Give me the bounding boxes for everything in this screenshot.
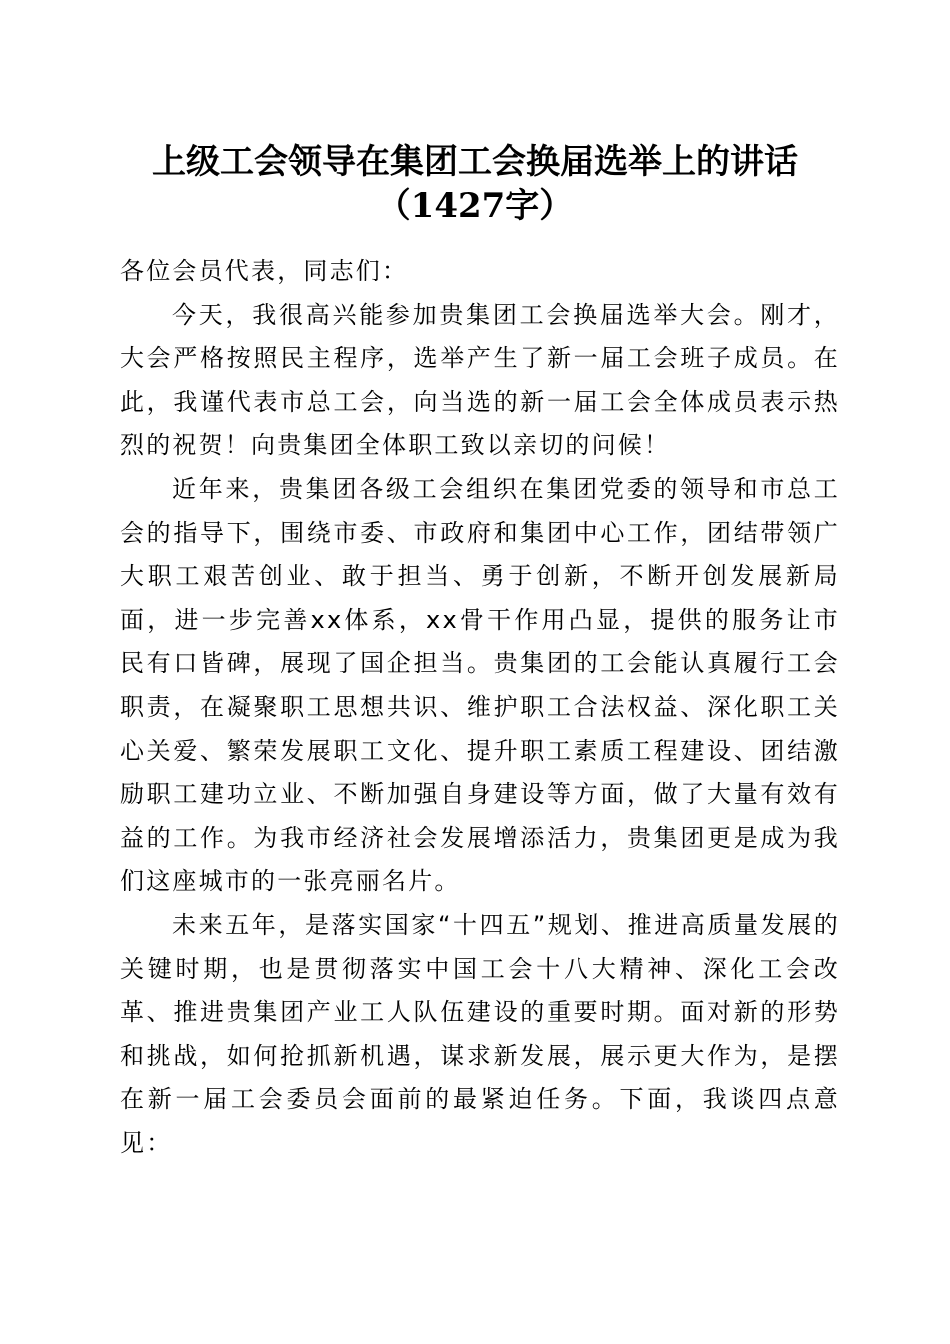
document-word-count: （1427字）	[376, 186, 574, 226]
document-body	[120, 250, 840, 1165]
document-title: 上级工会领导在集团工会换届选举上的讲话	[152, 142, 798, 182]
paragraph-2: 近年来，贵集团各级工会组织在集团党委的领导和市总工会的指导下，围绕市委、市政府和集团中心工作，团结带领广大职工艰苦创业、敢于担当、勇于创新，不断开创发展新局面，进一步完善xx体系，xx骨干作用凸显，提供的服务让市民有口皆碑，展现了国企担当。贵集团的工会能认真履行工会职责，在凝聚职工思想共识、维护职工合法权益、深化职工关心关爱、繁荣发展职工文化、提升职工素质工程建设、团结激励职工建功立业、不断加强自身建设等方面，做了大量有效有益的工作。为我市经济社会发展增添活力，贵集团更是成为我们这座城市的一张亮丽名片。	[120, 474, 840, 896]
paragraph-1: 今天，我很高兴能参加贵集团工会换届选举大会。刚才，大会严格按照民主程序，选举产生了新一届工会班子成员。在此，我谨代表市总工会，向当选的新一届工会全体成员表示热烈的祝贺！向贵集团全体职工致以亲切的问候！	[120, 300, 840, 460]
paragraph-3: 未来五年，是落实国家“十四五”规划、推进高质量发展的关键时期，也是贯彻落实中国工会十八大精神、深化工会改革、推进贵集团产业工人队伍建设的重要时期。面对新的形势和挑战，如何抢抓新机遇，谋求新发展，展示更大作为，是摆在新一届工会委员会面前的最紧迫任务。下面，我谈四点意见：	[120, 910, 840, 1157]
salutation: 各位会员代表，同志们：	[120, 257, 409, 285]
